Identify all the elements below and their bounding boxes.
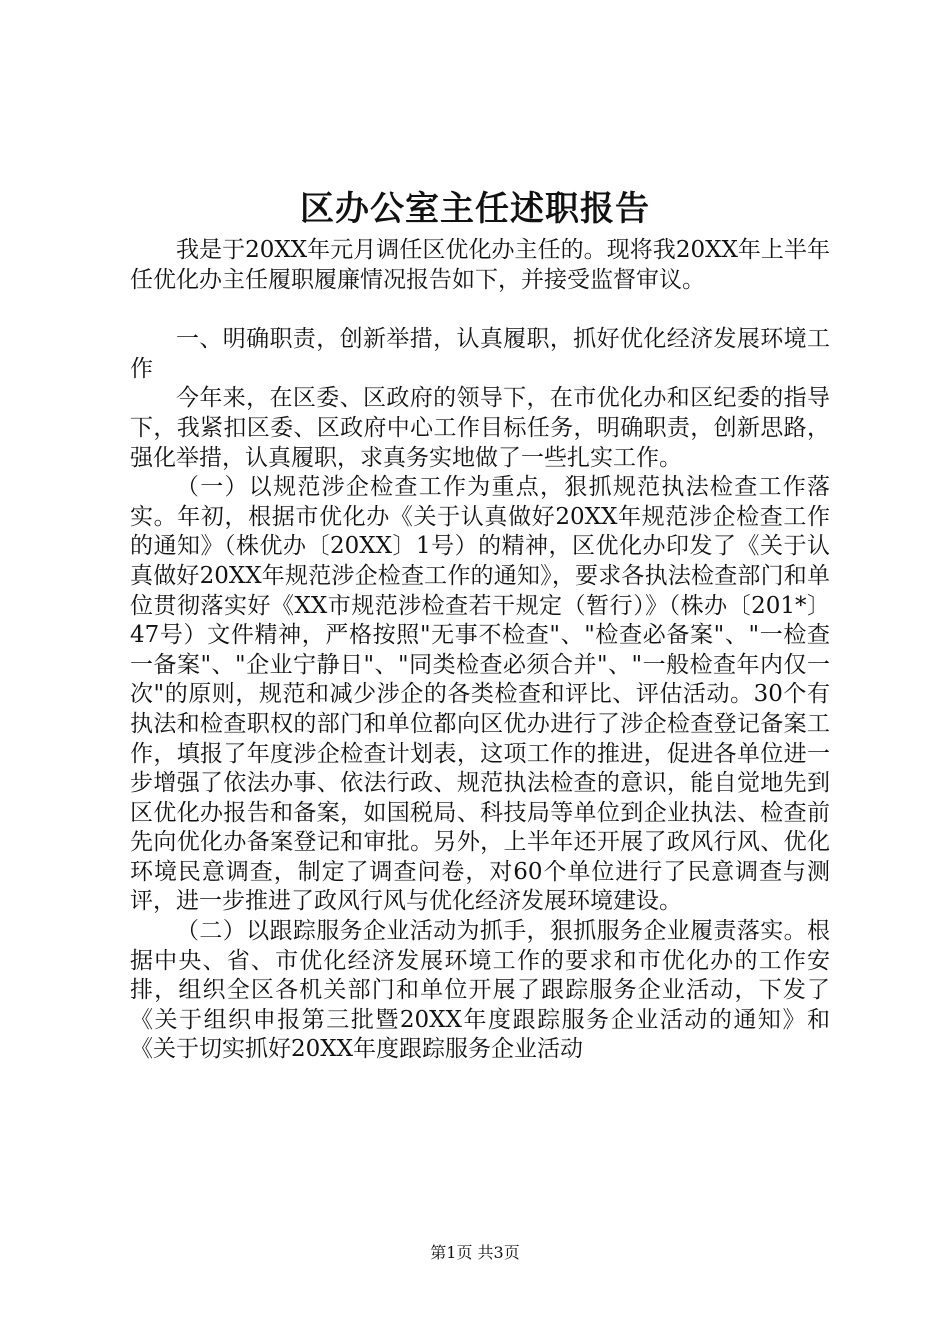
document-title: 区办公室主任述职报告 (300, 189, 650, 229)
document-body (130, 236, 830, 1065)
subsection-paragraph-2: （二）以跟踪服务企业活动为抓手，狠抓服务企业履责落实。根据中央、省、市优化经济发展环境工作的要求和市优化办的工作安排，组织全区各机关部门和单位开展了跟踪服务企业活动，下发了《关于组织申报第三批暨20XX年度跟踪服务企业活动的通知》和《关于切实抓好20XX年度跟踪服务企业活动 (130, 918, 830, 1063)
intro-paragraph: 我是于20XX年元月调任区优化办主任的。现将我20XX年上半年任优化办主任履职履廉情况报告如下，并接受监督审议。 (130, 237, 830, 293)
body-paragraph: 今年来，在区委、区政府的领导下，在市优化办和区纪委的指导下，我紧扣区委、区政府中心工作目标任务，明确职责，创新思路，强化举措，认真履职，求真务实地做了一些扎实工作。 (130, 385, 830, 471)
section-heading-1: 一、明确职责，创新举措，认真履职，抓好优化经济发展环境工作 (130, 326, 830, 382)
subsection-paragraph-1: （一）以规范涉企检查工作为重点，狠抓规范执法检查工作落实。年初，根据市优化办《关于认真做好20XX年规范涉企检查工作的通知》（株优办〔20XX〕1号）的精神，区优化办印发了《关于认真做好20XX年规范涉企检查工作的通知》，要求各执法检查部门和单位贯彻落实好《XX市规范涉检查若干规定（暂行）》（株办〔201*〕47号）文件精神，严格按照"无事不检查"、"检查必备案"、"一检查一备案"、"企业宁静日"、"同类检查必须合并"、"一般检查年内仅一次"的原则，规范和减少涉企的各类检查和评比、评估活动。30个有执法和检查职权的部门和单位都向区优办进行了涉企检查登记备案工作，填报了年度涉企检查计划表，这项工作的推进，促进各单位进一步增强了依法办事、依法行政、规范执法检查的意识，能自觉地先到区优化办报告和备案，如国税局、科技局等单位到企业执法、检查前先向优化办备案登记和审批。另外，上半年还开展了政风行风、优化环境民意调查，制定了调查问卷，对60个单位进行了民意调查与测评，进一步推进了政风行风与优化经济发展环境建设。 (130, 474, 830, 915)
paragraph-gap (130, 295, 830, 325)
page-number-footer: 第1页 共3页 (430, 1243, 520, 1262)
